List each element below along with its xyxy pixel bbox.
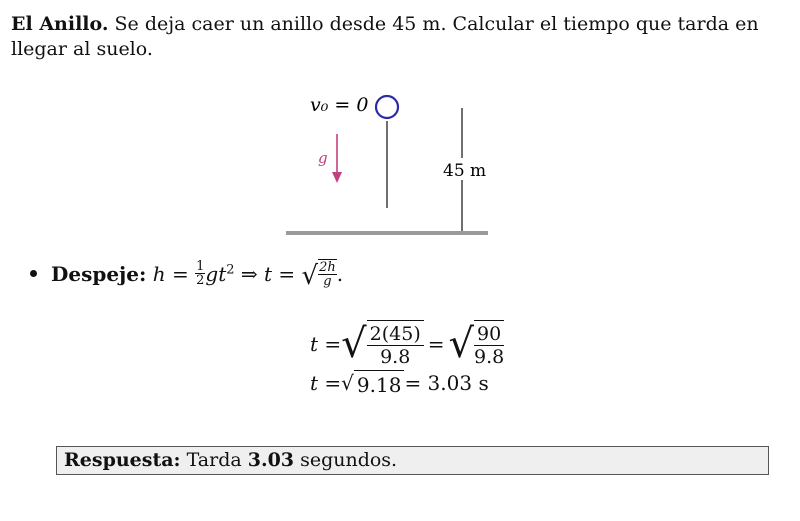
free-fall-figure	[0, 0, 800, 245]
ring-icon	[376, 96, 398, 118]
sqrt-icon: √	[341, 371, 354, 395]
sqrt-icon: √	[341, 321, 367, 367]
sqrt-icon: √	[448, 321, 475, 367]
2h-den: g	[323, 274, 332, 289]
eq2-radicand: 9.18	[354, 370, 405, 397]
2h-fraction	[318, 259, 337, 288]
formula-arrow: ⇒ t =	[234, 262, 302, 286]
equation-line-2	[310, 370, 504, 396]
formula-end: .	[336, 262, 344, 286]
eq1-num1: 2(45)	[367, 323, 424, 346]
answer-value: 3.03	[247, 449, 295, 471]
problem-text: Se deja caer un anillo desde 45 m. Calcular el tiempo que tarda en llegar al suelo.	[11, 13, 759, 60]
eq1-equals: =	[427, 332, 445, 356]
answer-text-before: Tarda	[180, 449, 248, 471]
2h-num: 2h	[319, 260, 336, 275]
height-label: 45 m	[443, 161, 487, 181]
formula-gt: gt	[205, 262, 227, 286]
v0-label: v₀ = 0	[310, 94, 369, 116]
half-num: 1	[196, 259, 205, 274]
bullet-icon	[30, 270, 37, 277]
formula-h: h =	[152, 262, 196, 286]
equations-block	[310, 318, 504, 396]
half-den: 2	[196, 273, 205, 288]
eq2-rhs: = 3.03 s	[404, 371, 489, 395]
gravity-arrow-icon	[332, 134, 342, 183]
problem-title: El Anillo.	[11, 13, 109, 35]
equation-line-1	[310, 318, 504, 370]
half-fraction	[195, 260, 205, 287]
answer-label: Respuesta:	[64, 449, 181, 471]
eq1-lhs: t =	[310, 332, 342, 356]
derivation-line	[30, 258, 343, 290]
eq1-num2: 90	[474, 323, 504, 346]
eq1-den1: 9.8	[380, 346, 411, 368]
answer-text-after: segundos.	[294, 449, 398, 471]
answer-box	[56, 446, 769, 475]
eq1-fraction-2	[474, 320, 504, 368]
eq2-lhs: t =	[310, 371, 342, 395]
sqrt-icon: √	[301, 261, 319, 291]
eq1-den2: 9.8	[474, 346, 505, 368]
formula-exp: 2	[226, 262, 235, 278]
derivation-label: Despeje:	[51, 262, 147, 286]
g-label: g	[318, 149, 328, 167]
eq1-fraction-1	[367, 320, 424, 368]
